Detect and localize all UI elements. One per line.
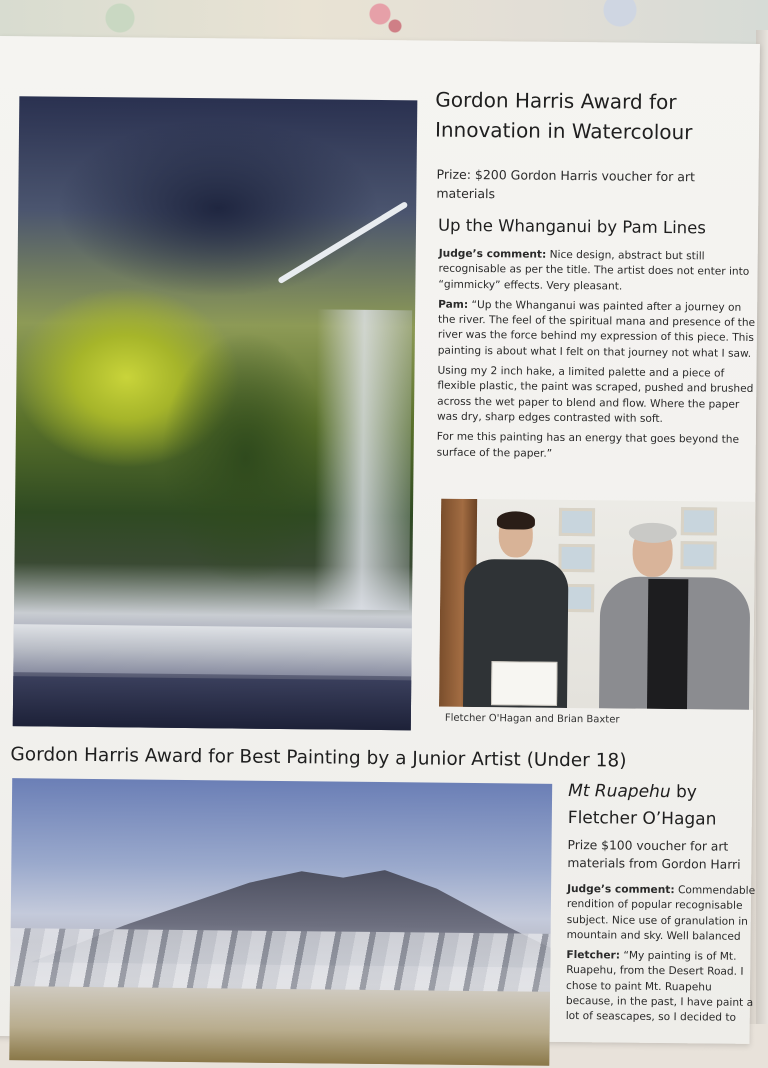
junior-prize-description [567, 836, 759, 874]
award-title-innovation [435, 85, 756, 148]
junior-artist-statement [566, 948, 759, 1026]
prize-description [436, 165, 756, 206]
award-photo [439, 499, 755, 710]
junior-artist-label: Fletcher: [566, 949, 621, 962]
painting-title-whanganui: Up the Whanganui by Pam Lines [437, 215, 707, 238]
painting-shore [13, 624, 411, 676]
junior-prize-line1: Prize $100 voucher for art [567, 837, 729, 854]
junior-award-column [566, 778, 761, 1032]
junior-judge-comment [567, 882, 760, 945]
painting-tussock-ground [9, 986, 550, 1066]
painting-snow-field [10, 928, 551, 994]
prize-line2: materials [436, 185, 496, 202]
painting-artist-name: Fletcher O’Hagan [567, 807, 717, 830]
prize-line1: Prize: $200 Gordon Harris voucher for art [436, 166, 696, 185]
artist-statement-text: “Up the Whanganui was painted after a journey on the river. The feel of the spiritual mana and presence of the river was the force behind my expression of this piece. This painting is about what I felt on that journey not what I saw. [437, 298, 756, 360]
painting-title-italic: Mt Ruapehu [568, 780, 671, 803]
painting-mist [314, 309, 412, 610]
person-hair [629, 523, 677, 544]
painting-water [13, 676, 412, 730]
artist-paragraph-2: Using my 2 inch hake, a limited palette and a piece of flexible plastic, the paint was scraped, pushed and brushed across the wet paper to blend and flow. Where the paper was dry, sharp edges contrasted with soft. [436, 364, 754, 425]
artist-statement [438, 297, 761, 362]
junior-judge-label: Judge’s comment: [567, 882, 675, 897]
award-title-line1: Gordon Harris Award for [435, 87, 677, 115]
award-envelope [491, 661, 557, 706]
award-title-line2: Innovation in Watercolour [434, 117, 693, 145]
painting-title-ruapehu [568, 778, 761, 834]
junior-prize-line2: materials from Gordon Harri [567, 855, 741, 872]
award-title-junior: Gordon Harris Award for Best Painting by a Junior Artist (Under 18) [10, 744, 627, 772]
judge-comment-text: Nice design, abstract but still recognisable as per the title. The artist does not enter into “gimmicky” effects. Very pleasant. [438, 248, 750, 293]
artist-statement-label: Pam: [438, 298, 469, 311]
painting-up-the-whanganui [13, 96, 418, 730]
painting-mt-ruapehu [9, 778, 552, 1066]
painting-title-by: by [670, 782, 698, 803]
photo-person-brian [599, 526, 751, 710]
junior-artist-text: “My painting is of Mt. Ruapehu, from the Desert Road. I chose to paint Mt. Ruapehu because, in the past, I have paint a lot of seascapes, so I decided to [565, 949, 754, 1025]
article-body [437, 247, 761, 469]
person-tshirt [647, 579, 688, 709]
painting-highlight-stroke [277, 201, 408, 284]
person-hair [497, 511, 535, 529]
photo-caption: Fletcher O'Hagan and Brian Baxter [444, 712, 620, 726]
junior-article-body [566, 882, 759, 1027]
magazine-page [0, 36, 760, 1044]
judge-comment-label: Judge’s comment: [438, 247, 547, 261]
photo-person-fletcher [451, 513, 573, 708]
judge-comment [438, 247, 760, 296]
junior-judge-text: Commendable rendition of popular recognisable subject. Nice use of granulation in mountain and sky. Well balanced [566, 884, 756, 943]
artist-paragraph-3: For me this painting has an energy that goes beyond the surface of the paper.” [436, 430, 740, 460]
